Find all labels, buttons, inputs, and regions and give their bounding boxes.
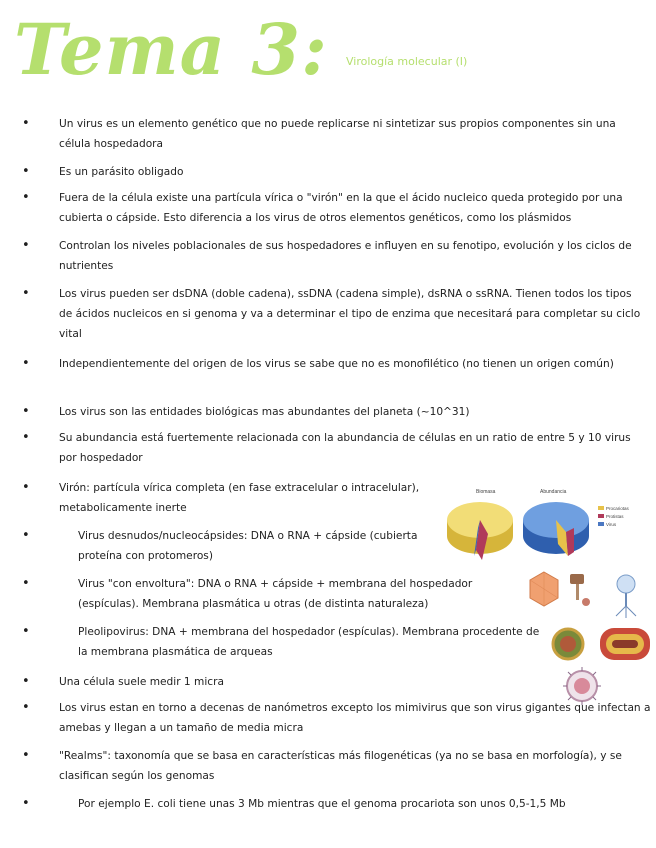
- bullet: •: [22, 700, 30, 715]
- list-item-text: Una célula suele medir 1 micra: [59, 676, 224, 688]
- legend-label-virus: Virus: [606, 522, 617, 527]
- virus-row-3: [562, 666, 602, 706]
- list-item: [0, 284, 656, 346]
- abundance-figure: [440, 484, 652, 566]
- list-item-text: Por ejemplo E. coli tiene unas 3 Mb mientras que el genoma procariota son unos 0,5-1,5 Mb: [78, 798, 566, 810]
- bullet: •: [22, 624, 30, 639]
- list-item: [0, 188, 656, 228]
- bullet: •: [22, 286, 30, 301]
- bacteriophage-icon: [617, 575, 635, 593]
- list-item: [0, 794, 656, 814]
- virus-row-1: [526, 568, 654, 622]
- bullet: •: [22, 116, 30, 131]
- virus-micrographs: [550, 622, 654, 666]
- virus-illustrations: [526, 568, 654, 622]
- list-item-text: Virus "con envoltura": DNA o RNA + cápside + membrana del hospedador (espículas). Membrana plasmática u otras (de distinta naturaleza): [78, 578, 473, 610]
- bullet: •: [22, 796, 30, 811]
- bullet: •: [22, 356, 30, 371]
- bullet: •: [22, 238, 30, 253]
- bullet: •: [22, 164, 30, 179]
- list-item: [0, 162, 656, 182]
- list-item: [0, 114, 656, 154]
- list-item-text: Los virus estan en torno a decenas de nanómetros excepto los mimivirus que son virus gigantes que infectan a amebas y llegan a un tamaño de media micra: [59, 702, 651, 734]
- list-item-text: Controlan los niveles poblacionales de sus hospedadores e influyen en su fenotipo, evolución y los ciclos de nutrientes: [59, 240, 632, 272]
- list-item-text: Virón: partícula vírica completa (en fase extracelular o intracelular), metabolicamente inerte: [59, 482, 420, 514]
- bullet: •: [22, 190, 30, 205]
- list-item: [0, 354, 656, 394]
- bullet: •: [22, 404, 30, 419]
- bullet: •: [22, 748, 30, 763]
- page-title: Tema 3:: [14, 8, 328, 91]
- legend-swatch-virus: [598, 522, 604, 526]
- list-item-text: Los virus son las entidades biológicas mas abundantes del planeta (~10^31): [59, 406, 470, 418]
- legend-swatch-protistas: [598, 514, 604, 518]
- list-item-text: Es un parásito obligado: [59, 166, 184, 178]
- legend-label-protistas: Protistas: [606, 514, 624, 519]
- list-item-text: "Realms": taxonomía que se basa en características más filogenéticas (ya no se basa en morfología), y se clasifican según los genomas: [59, 750, 622, 782]
- list-item-text: Fuera de la célula existe una partícula vírica o "virón" en la que el ácido nucleico queda protegido por una cubierta o cápside. Esto diferencia a los virus de otros elementos genéticos, como los plásmidos: [59, 192, 623, 224]
- bullet: •: [22, 480, 30, 495]
- list-item: [0, 402, 656, 422]
- list-item: [0, 746, 656, 786]
- list-item-text: Pleolipovirus: DNA + membrana del hospedador (espículas). Membrana procedente de la membrana plasmática de arqueas: [78, 626, 540, 658]
- bullet: •: [22, 674, 30, 689]
- list-item: [0, 698, 656, 738]
- pie-charts: [440, 484, 652, 566]
- pie-label-abundancia: Abundancia: [540, 489, 567, 495]
- virus-row-2: [550, 622, 654, 666]
- list-item-text: Independientemente del origen de los virus se sabe que no es monofilético (no tienen un origen común): [59, 358, 614, 370]
- list-item: [0, 428, 656, 468]
- list-item: [0, 236, 656, 276]
- list-item-text: Virus desnudos/nucleocápsides: DNA o RNA + cápside (cubierta proteína con protomeros): [78, 530, 418, 562]
- page-subtitle: Virología molecular (I): [346, 55, 468, 68]
- list-item-text: Los virus pueden ser dsDNA (doble cadena), ssDNA (cadena simple), dsRNA o ssRNA. Tienen todos los tipos de ácidos nucleicos en si genoma y va a determinar el tipo de enzima que necesitará para completar su ciclo vital: [59, 288, 641, 340]
- bullet: •: [22, 528, 30, 543]
- legend-swatch-procariotas: [598, 506, 604, 510]
- list-item: [0, 672, 656, 692]
- list-item-text: Su abundancia está fuertemente relacionada con la abundancia de células en un ratio de entre 5 y 10 virus por hospedador: [59, 432, 631, 464]
- list-item-text: Un virus es un elemento genético que no puede replicarse ni sintetizar sus propios componentes sin una célula hospedadora: [59, 118, 616, 150]
- spherical-virus-figure: [562, 666, 602, 706]
- helical-virus-icon: [570, 574, 584, 584]
- bullet: •: [22, 576, 30, 591]
- pie-label-biomasa: Biomasa: [476, 489, 496, 495]
- legend-label-procariotas: Procariotas: [606, 506, 629, 511]
- bullet: •: [22, 430, 30, 445]
